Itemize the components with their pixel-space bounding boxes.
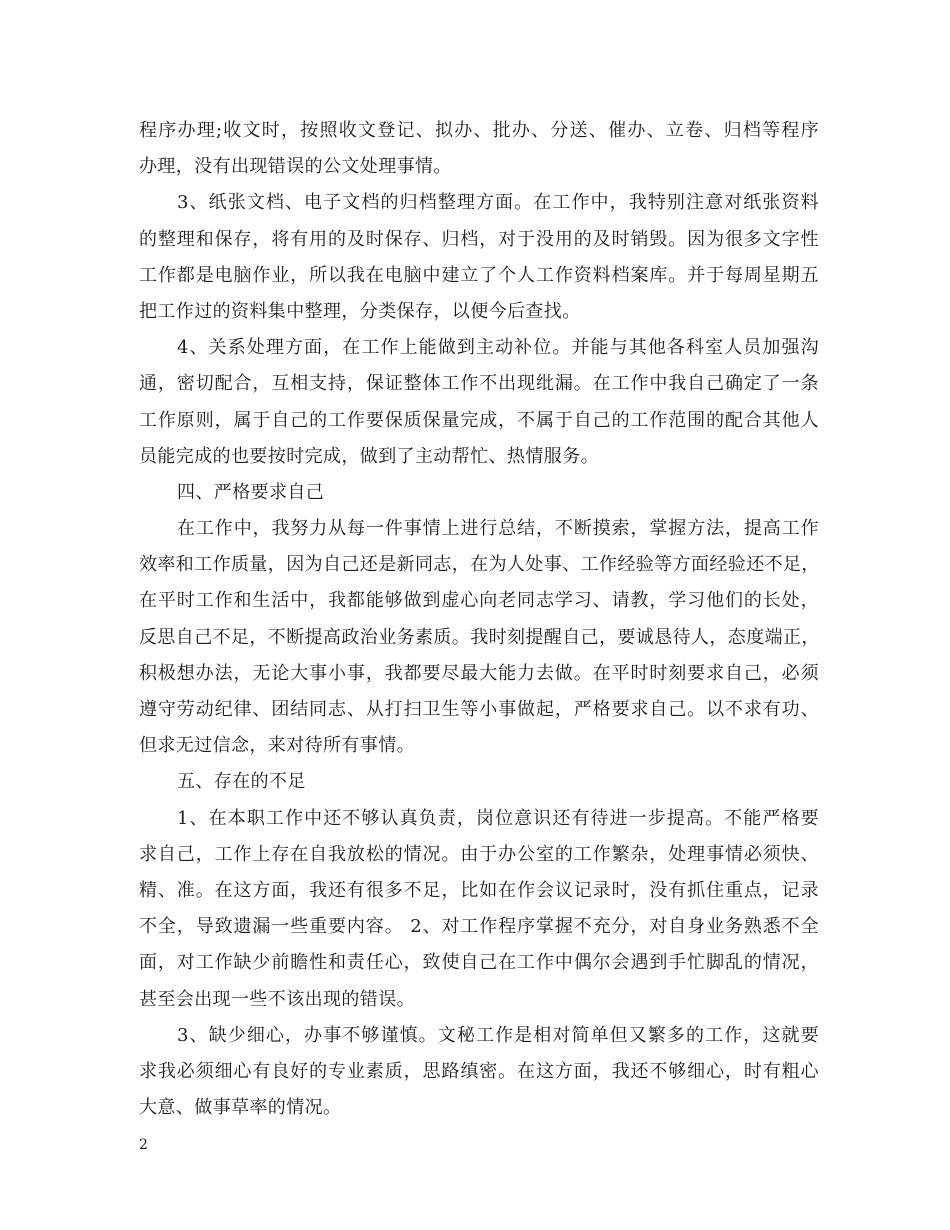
text-line: 甚至会出现一些不该出现的错误。 — [139, 988, 415, 1010]
text-line: 反思自己不足，不断提高政治业务素质。我时刻提醒自己，要诚恳待人，态度端正， — [139, 626, 820, 648]
text-line: 面，对工作缺少前瞻性和责任心，致使自己在工作中偶尔会遇到手忙脚乱的情况， — [139, 952, 819, 974]
text-line: 工作都是电脑作业，所以我在电脑中建立了个人工作资料档案库。并于每周星期五 — [139, 264, 819, 286]
text-line: 积极想办法，无论大事小事，我都要尽最大能力去做。在平时时刻要求自己，必须 — [139, 662, 819, 684]
text-line: 四、严格要求自己 — [177, 481, 325, 503]
text-line: 在工作中，我努力从每一件事情上进行总结，不断摸索，掌握方法，提高工作 — [177, 518, 819, 540]
text-line: 办理，没有出现错误的公文处理事情。 — [139, 156, 452, 178]
text-line: 把工作过的资料集中整理，分类保存，以便今后查找。 — [139, 300, 581, 322]
page-number: 2 — [139, 1137, 148, 1153]
text-line: 精、准。在这方面，我还有很多不足，比如在作会议记录时，没有抓住重点，记录 — [139, 879, 819, 901]
text-line: 但求无过信念，来对待所有事情。 — [139, 735, 415, 757]
text-line: 大意、做事草率的情况。 — [139, 1097, 342, 1119]
text-line: 的整理和保存，将有用的及时保存、归档，对于没用的及时销毁。因为很多文字性 — [139, 228, 819, 250]
text-line: 程序办理;收文时，按照收文登记、拟办、批办、分送、催办、立卷、归档等程序 — [139, 120, 819, 141]
text-line: 求我必须细心有良好的专业素质，思路缜密。在这方面，我还不够细心，时有粗心 — [139, 1060, 819, 1082]
document-body — [139, 113, 819, 1126]
text-line: 员能完成的也要按时完成，做到了主动帮忙、热情服务。 — [139, 445, 599, 467]
text-line: 求自己，工作上存在自我放松的情况。由于办公室的工作繁杂，处理事情必须快、 — [139, 843, 819, 865]
text-line: 不全，导致遗漏一些重要内容。 2、对工作程序掌握不充分，对自身业务熟悉不全 — [139, 916, 819, 938]
text-line: 3、纸张文档、电子文档的归档整理方面。在工作中，我特别注意对纸张资料 — [177, 192, 819, 214]
text-line: 4、关系处理方面，在工作上能做到主动补位。并能与其他各科室人员加强沟 — [177, 337, 819, 359]
text-line: 3、缺少细心，办事不够谨慎。文秘工作是相对简单但又繁多的工作，这就要 — [177, 1024, 819, 1046]
text-line: 工作原则，属于自己的工作要保质保量完成，不属于自己的工作范围的配合其他人 — [139, 409, 819, 431]
text-line: 1、在本职工作中还不够认真负责，岗位意识还有待进一步提高。不能严格要 — [177, 807, 819, 829]
text-line: 效率和工作质量，因为自己还是新同志，在为人处事、工作经验等方面经验还不足， — [139, 554, 820, 576]
text-line: 遵守劳动纪律、团结同志、从打扫卫生等小事做起，严格要求自己。以不求有功、 — [139, 699, 819, 720]
text-line: 在平时工作和生活中，我都能够做到虚心向老同志学习、请教，学习他们的长处， — [139, 590, 819, 612]
text-line: 五、存在的不足 — [177, 771, 306, 793]
text-line: 通，密切配合，互相支持，保证整体工作不出现纰漏。在工作中我自己确定了一条 — [139, 373, 819, 395]
